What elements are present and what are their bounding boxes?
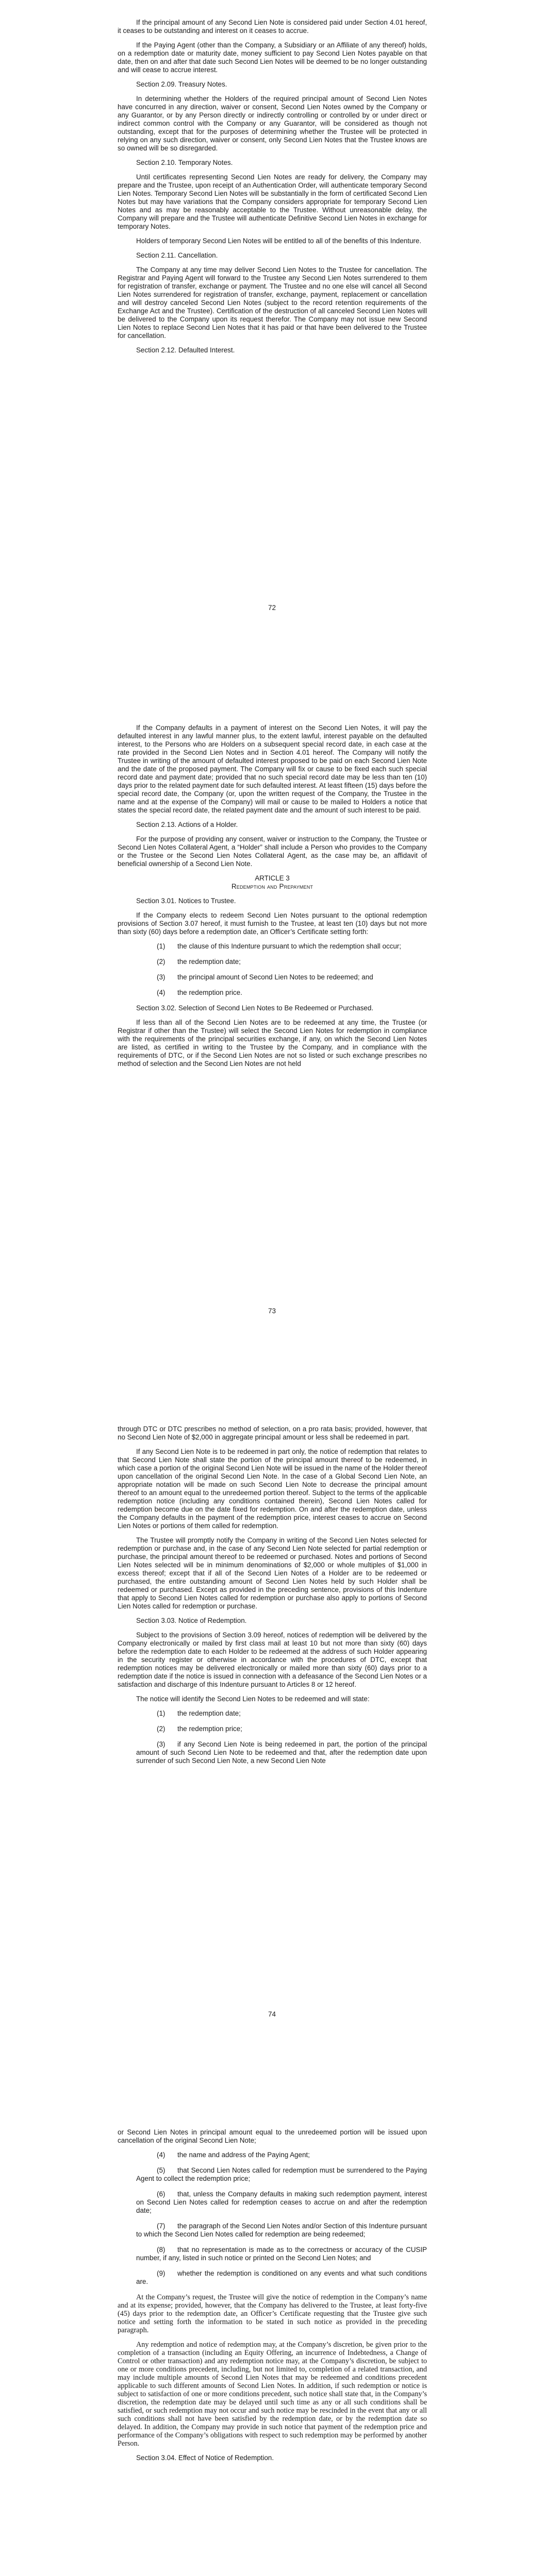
- article-subtitle: Redemption and Prepayment: [231, 883, 314, 890]
- article-title: ARTICLE 3: [255, 874, 290, 882]
- section-heading: Section 3.01. Notices to Trustee.: [136, 897, 236, 905]
- list-text: the redemption date;: [177, 958, 241, 965]
- list-item: [118, 2166, 427, 2183]
- paragraph: The Trustee will promptly notify the Company in writing of the Second Lien Notes selected for redemption or purchase and, in the case of any Second Lien Note selected for partial redemption or purchase, the principal amount thereof to be redeemed or purchased. Notes and portions of Second Lien Notes selected will be in minimum denominations of $2,000 or whole multiples of $1,000 in excess thereof; except that if all of the Second Lien Notes of a Holder are to be redeemed or purchased, the entire outstanding amount of Second Lien Notes held by such Holder shall be redeemed or purchased. Except as provided in the preceding sentence, provisions of this Indenture that apply to Second Lien Notes called for redemption or purchase also apply to portions of Second Lien Notes called for redemption or purchase.: [118, 1536, 427, 1610]
- section-heading: Section 3.02. Selection of Second Lien Notes to Be Redeemed or Purchased.: [136, 1004, 374, 1012]
- page-number: 73: [268, 1307, 276, 1315]
- list-number: (4): [157, 989, 166, 996]
- paragraph: The Company at any time may deliver Second Lien Notes to the Trustee for cancellation. The Registrar and Paying Agent will forward to the Trustee any Second Lien Notes surrendered to them for registration of transfer, exchange or payment. The Trustee and no one else will cancel all Second Lien Notes surrendered for registration of transfer, exchange, payment, replacement or cancellation and will destroy canceled Second Lien Notes (subject to the record retention requirements of the Exchange Act and the Trustee). Certification of the destruction of all canceled Second Lien Notes will be delivered to the Company upon its request therefor. The Company may not issue new Second Lien Notes to replace Second Lien Notes that it has paid or that have been delivered to the Trustee for cancellation.: [118, 266, 427, 340]
- list-number: (4): [157, 2151, 166, 2159]
- paragraph: If the principal amount of any Second Lien Note is considered paid under Section 4.01 hereof, it ceases to be outstanding and interest on it ceases to accrue.: [118, 19, 427, 35]
- section-heading: Section 2.09. Treasury Notes.: [136, 80, 227, 88]
- list-item: [118, 989, 427, 997]
- list-number: (1): [157, 942, 166, 950]
- paragraph: Until certificates representing Second Lien Notes are ready for delivery, the Company may prepare and the Trustee, upon receipt of an Authentication Order, will authenticate temporary Second Lien Notes. Temporary Second Lien Notes will be substantially in the form of certificated Second Lien Notes but may have variations that the Company considers appropriate for temporary Second Lien Notes and as may be reasonably acceptable to the Trustee. Without unreasonable delay, the Company will prepare and the Trustee will authenticate Definitive Second Lien Notes in exchange for temporary Notes.: [118, 173, 427, 230]
- list-number: (6): [157, 2190, 166, 2198]
- list-text: the principal amount of Second Lien Notes to be redeemed; and: [177, 973, 373, 981]
- list-item: [118, 2222, 427, 2239]
- paragraph: For the purpose of providing any consent, waiver or instruction to the Company, the Trustee or Second Lien Notes Collateral Agent, a “Holder” shall include a Person who provides to the Company or the Trustee or the Second Lien Notes Collateral Agent, as the case may be, an affidavit of beneficial ownership of a Second Lien Note.: [118, 835, 427, 868]
- paragraph: In determining whether the Holders of the required principal amount of Second Lien Notes have concurred in any direction, waiver or consent, Second Lien Notes owned by the Company or any Guarantor, or by any Person directly or indirectly controlling or controlled by or under direct or indirect common control with the Company or any Guarantor, will be considered as though not outstanding, except that for the purposes of determining whether the Trustee will be protected in relying on any such direction, waiver or consent, only Second Lien Notes that the Trustee knows are so owned will be so disregarded.: [118, 95, 427, 152]
- section-heading: Section 2.11. Cancellation.: [136, 251, 218, 259]
- page-number: 74: [268, 2010, 276, 2018]
- list-number: (2): [157, 958, 166, 965]
- list-number: (9): [157, 2269, 166, 2277]
- paragraph: If any Second Lien Note is to be redeemed in part only, the notice of redemption that relates to that Second Lien Note shall state the portion of the principal amount thereof to be redeemed, in which case a portion of the original Second Lien Note will be issued in the name of the Holder thereof upon cancellation of the original Second Lien Note. In the case of a Global Second Lien Note, an appropriate notation will be made on such Second Lien Note to decrease the principal amount thereof to an amount equal to the unredeemed portion thereof. Subject to the terms of the applicable redemption notice (including any conditions contained therein), Second Lien Notes called for redemption become due on the date fixed for redemption. On and after the redemption date, unless the Company defaults in the payment of the redemption price, interest ceases to accrue on Second Lien Notes or portions of them called for redemption.: [118, 1448, 427, 1530]
- paragraph: Any redemption and notice of redemption may, at the Company’s discretion, be given prior to the completion of a transaction (including an Equity Offering, an incurrence of Indebtedness, a Change of Control or other transaction) and any redemption notice may, at the Company’s discretion, be subject to one or more conditions precedent, including, but not limited to, completion of a related transaction, and may include multiple amounts of Second Lien Notes that may be redeemed and conditions precedent applicable to such different amounts of Second Lien Notes. In addition, if such redemption or notice is subject to satisfaction of one or more conditions precedent, such notice shall state that, in the Company’s discretion, the redemption date may be delayed until such time as any or all such conditions shall be satisfied, or such redemption may not occur and such notice may be rescinded in the event that any or all such conditions shall not have been satisfied by the redemption date, or by the redemption date so delayed. In addition, the Company may provide in such notice that payment of the redemption price and performance of the Company’s obligations with respect to such redemption may be performed by another Person.: [118, 2341, 427, 2448]
- page-73: [0, 703, 544, 1406]
- list-item: [118, 942, 427, 951]
- list-text: that Second Lien Notes called for redemption must be surrendered to the Paying Agent to collect the redemption price;: [136, 2166, 427, 2182]
- page-body: [118, 1425, 427, 1772]
- paragraph: If the Paying Agent (other than the Company, a Subsidiary or an Affiliate of any thereof) holds, on a redemption date or maturity date, money sufficient to pay Second Lien Notes payable on that date, then on and after that date such Second Lien Notes will be deemed to be no longer outstanding and will cease to accrue interest.: [118, 41, 427, 74]
- list-text: the name and address of the Paying Agent;: [177, 2151, 310, 2159]
- list-number: (3): [157, 973, 166, 981]
- page-body: [118, 19, 427, 361]
- list-text: the redemption date;: [177, 1709, 241, 1717]
- paragraph: Holders of temporary Second Lien Notes will be entitled to all of the benefits of this Indenture.: [136, 237, 422, 245]
- paragraph: At the Company’s request, the Trustee will give the notice of redemption in the Company’s name and at its expense; provided, however, that the Company has delivered to the Trustee, at least forty-five (45) days prior to the redemption date, an Officer’s Certificate requesting that the Trustee give such notice and setting forth the information to be stated in such notice as provided in the preceding paragraph.: [118, 2293, 427, 2334]
- page-number: 72: [268, 604, 276, 612]
- list-item: [118, 1725, 427, 1733]
- list-item: [118, 2151, 427, 2159]
- page-72: [0, 0, 544, 703]
- paragraph: or Second Lien Notes in principal amount equal to the unredeemed portion will be issued upon cancellation of the original Second Lien Note;: [118, 2128, 427, 2144]
- list-text: the redemption price.: [177, 989, 242, 996]
- section-heading: Section 3.04. Effect of Notice of Redemption.: [136, 2454, 274, 2462]
- list-text: whether the redemption is conditioned on any events and what such conditions are.: [136, 2269, 427, 2285]
- section-heading: Section 2.13. Actions of a Holder.: [136, 821, 238, 828]
- list-number: (3): [157, 1740, 166, 1748]
- list-text: the paragraph of the Second Lien Notes and/or Section of this Indenture pursuant to which the Second Lien Notes called for redemption are being redeemed;: [136, 2222, 427, 2238]
- list-item: [118, 973, 427, 981]
- paragraph: through DTC or DTC prescribes no method of selection, on a pro rata basis; provided, however, that no Second Lien Note of $2,000 in aggregate principal amount or less shall be redeemed in part.: [118, 1425, 427, 1441]
- paragraph: Subject to the provisions of Section 3.09 hereof, notices of redemption will be delivered by the Company electronically or mailed by first class mail at least 10 but not more than sixty (60) days before the redemption date to each Holder to be redeemed at the address of such Holder appearing in the security register or otherwise in accordance with the procedures of DTC, except that redemption notices may be delivered electronically or mailed more than sixty (60) days prior to a redemption date if the notice is issued in connection with a defeasance of the Second Lien Notes or a satisfaction and discharge of this Indenture pursuant to Articles 8 or 12 hereof.: [118, 1631, 427, 1688]
- section-heading: Section 2.12. Defaulted Interest.: [136, 346, 235, 354]
- list-text: if any Second Lien Note is being redeemed in part, the portion of the principal amount of such Second Lien Note to be redeemed and that, after the redemption date upon surrender of such Second Lien Note, a new Second Lien Note: [136, 1740, 427, 1765]
- list-text: the clause of this Indenture pursuant to which the redemption shall occur;: [177, 942, 401, 950]
- page-body: [118, 724, 427, 1074]
- list-number: (8): [157, 2246, 166, 2253]
- list-item: [118, 1740, 427, 1765]
- list-text: that, unless the Company defaults in making such redemption payment, interest on Second Lien Notes called for redemption ceases to accrue on and after the redemption date;: [136, 2190, 427, 2214]
- list-item: [118, 1709, 427, 1718]
- paragraph: If less than all of the Second Lien Notes are to be redeemed at any time, the Trustee (or Registrar if other than the Trustee) will select the Second Lien Notes for redemption in compliance with the requirements of the principal securities exchange, if any, on which the Second Lien Notes are listed, as certified in writing to the Trustee by the Company, and in compliance with the requirements of DTC, or if the Second Lien Notes are not so listed or such exchange prescribes no method of selection and the Second Lien Notes are not held: [118, 1019, 427, 1067]
- paragraph: The notice will identify the Second Lien Notes to be redeemed and will state:: [136, 1695, 370, 1703]
- page-75: [0, 2110, 544, 2576]
- paragraph: If the Company defaults in a payment of interest on the Second Lien Notes, it will pay the defaulted interest in any lawful manner plus, to the extent lawful, interest payable on the defaulted interest, to the Persons who are Holders on a subsequent special record date, in each case at the rate provided in the Second Lien Notes and in Section 4.01 hereof. The Company will notify the Trustee in writing of the amount of defaulted interest proposed to be paid on each Second Lien Note and the date of the proposed payment. The Company will fix or cause to be fixed each such special record date and payment date; provided that no such special record date may be less than ten (10) days prior to the related payment date for such defaulted interest. At least fifteen (15) days before the special record date, the Company (or, upon the written request of the Company, the Trustee in the name and at the expense of the Company) will mail or cause to be mailed to Holders a notice that states the special record date, the related payment date and the amount of such interest to be paid.: [118, 724, 427, 814]
- list-text: the redemption price;: [177, 1725, 242, 1733]
- list-item: [118, 2269, 427, 2286]
- list-item: [118, 958, 427, 966]
- paragraph: If the Company elects to redeem Second Lien Notes pursuant to the optional redemption provisions of Section 3.07 hereof, it must furnish to the Trustee, at least ten (10) days but not more than sixty (60) days before a redemption date, an Officer’s Certificate setting forth:: [118, 911, 427, 936]
- list-number: (1): [157, 1709, 166, 1717]
- page-body: [118, 2128, 427, 2468]
- list-number: (2): [157, 1725, 166, 1733]
- list-number: (7): [157, 2222, 166, 2230]
- section-heading: Section 3.03. Notice of Redemption.: [136, 1617, 247, 1624]
- list-item: [118, 2246, 427, 2262]
- list-text: that no representation is made as to the correctness or accuracy of the CUSIP number, if any, listed in such notice or printed on the Second Lien Notes; and: [136, 2246, 427, 2262]
- list-number: (5): [157, 2166, 166, 2174]
- section-heading: Section 2.10. Temporary Notes.: [136, 159, 233, 166]
- page-74: [0, 1406, 544, 2110]
- list-item: [118, 2190, 427, 2215]
